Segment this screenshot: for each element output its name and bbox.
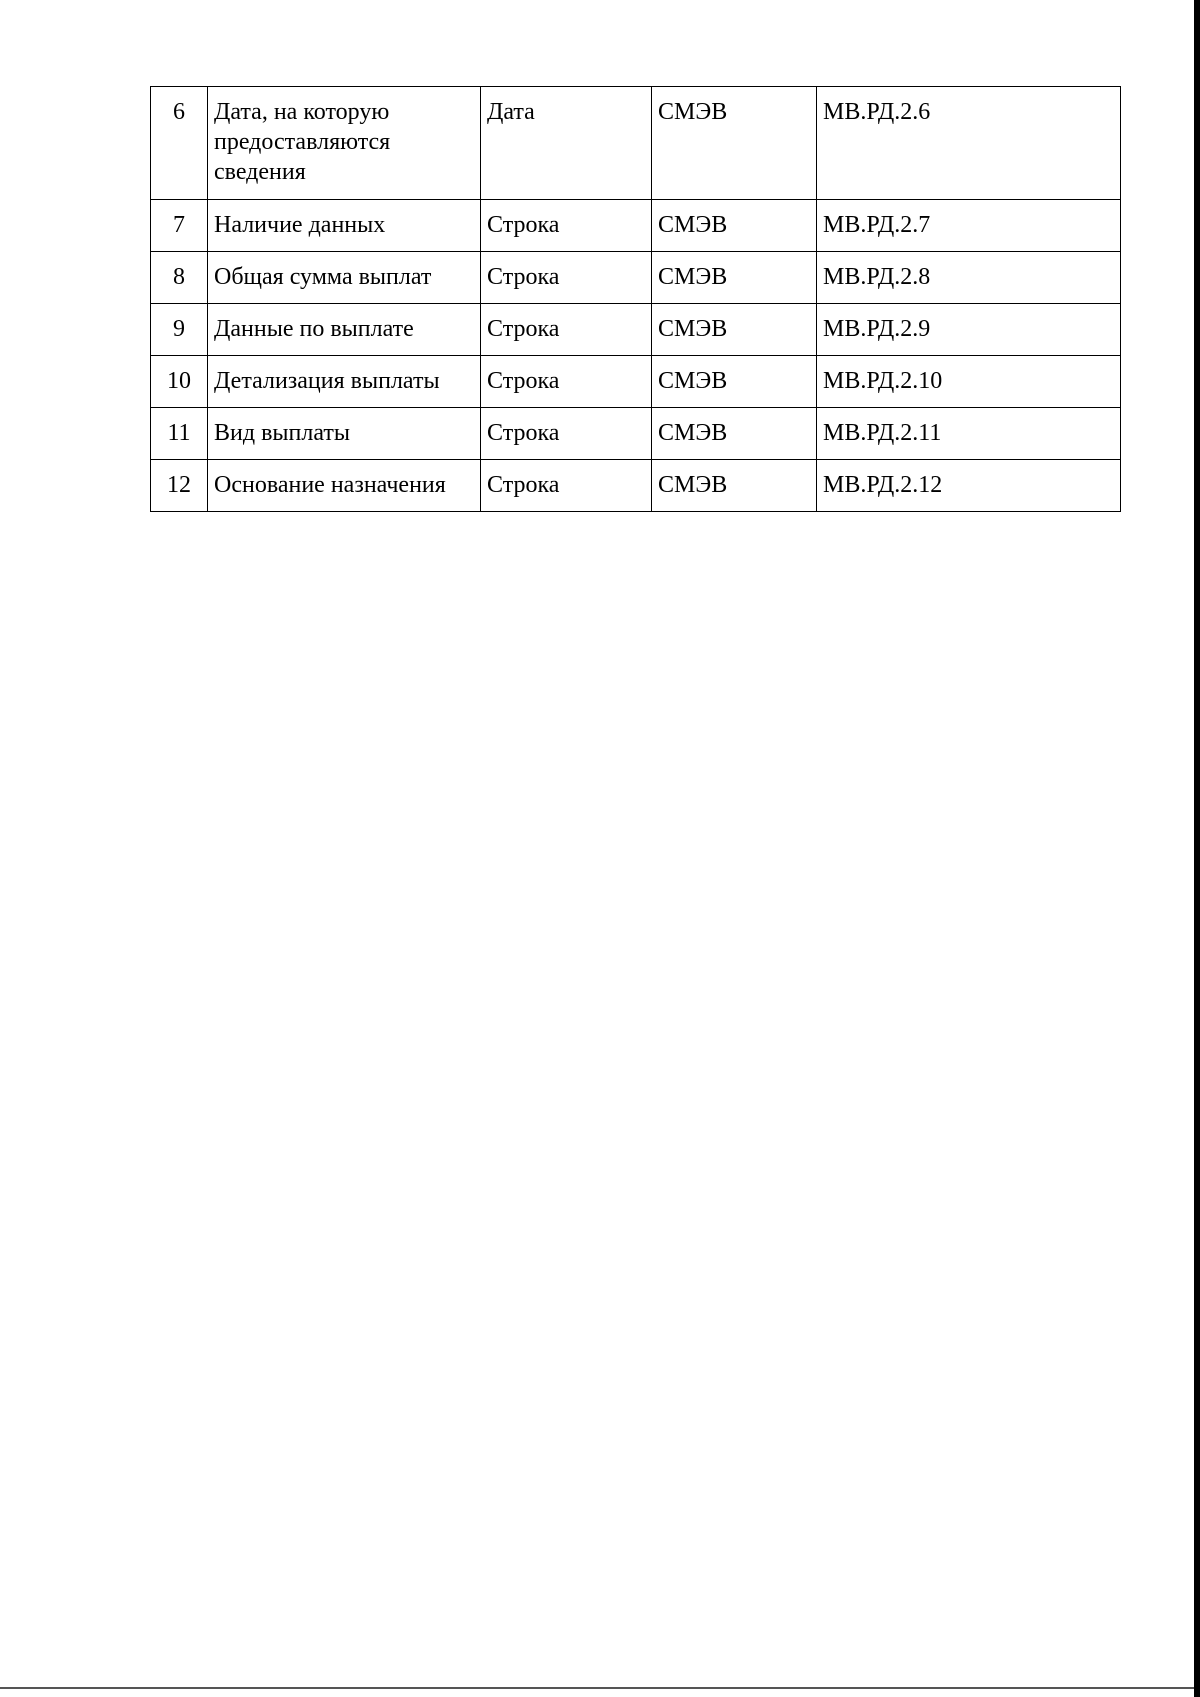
- field-code: МВ.РД.2.6: [817, 87, 1121, 200]
- field-source: СМЭВ: [652, 356, 817, 408]
- row-number: 11: [151, 408, 208, 460]
- field-name: Дата, на которую предоставляются сведения: [208, 87, 481, 200]
- row-number: 12: [151, 460, 208, 512]
- field-source: СМЭВ: [652, 304, 817, 356]
- field-type: Дата: [481, 87, 652, 200]
- field-source: СМЭВ: [652, 408, 817, 460]
- field-type: Строка: [481, 252, 652, 304]
- scan-edge-right: [1194, 0, 1200, 1697]
- table-row: [151, 200, 1121, 252]
- field-name: Основание назначения: [208, 460, 481, 512]
- row-number: 9: [151, 304, 208, 356]
- table-row: [151, 408, 1121, 460]
- field-code: МВ.РД.2.9: [817, 304, 1121, 356]
- table-row: [151, 252, 1121, 304]
- field-name: Данные по выплате: [208, 304, 481, 356]
- field-type: Строка: [481, 304, 652, 356]
- table-row: [151, 460, 1121, 512]
- field-code: МВ.РД.2.10: [817, 356, 1121, 408]
- field-name: Общая сумма выплат: [208, 252, 481, 304]
- table-row: [151, 356, 1121, 408]
- field-code: МВ.РД.2.7: [817, 200, 1121, 252]
- field-source: СМЭВ: [652, 460, 817, 512]
- field-code: МВ.РД.2.8: [817, 252, 1121, 304]
- field-code: МВ.РД.2.11: [817, 408, 1121, 460]
- field-source: СМЭВ: [652, 200, 817, 252]
- field-source: СМЭВ: [652, 252, 817, 304]
- field-name: Вид выплаты: [208, 408, 481, 460]
- field-type: Строка: [481, 356, 652, 408]
- field-name: Детализация выплаты: [208, 356, 481, 408]
- data-table: [150, 86, 1121, 512]
- field-name: Наличие данных: [208, 200, 481, 252]
- row-number: 8: [151, 252, 208, 304]
- field-type: Строка: [481, 200, 652, 252]
- field-source: СМЭВ: [652, 87, 817, 200]
- field-type: Строка: [481, 460, 652, 512]
- scan-edge-bottom: [0, 1687, 1194, 1689]
- row-number: 10: [151, 356, 208, 408]
- table-row: [151, 304, 1121, 356]
- row-number: 6: [151, 87, 208, 200]
- row-number: 7: [151, 200, 208, 252]
- table-row: [151, 87, 1121, 200]
- field-type: Строка: [481, 408, 652, 460]
- field-code: МВ.РД.2.12: [817, 460, 1121, 512]
